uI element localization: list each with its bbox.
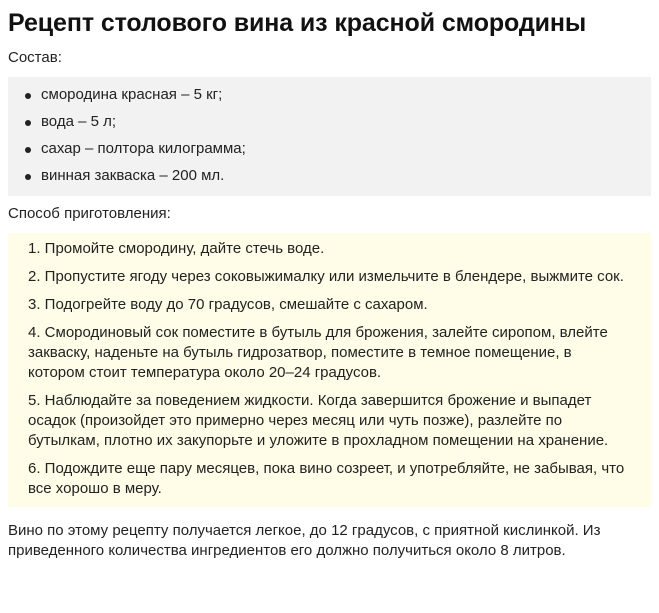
method-label: Способ приготовления: xyxy=(8,205,171,222)
ingredient-text: сахар – полтора килограмма; xyxy=(41,140,246,157)
bullet-icon xyxy=(25,174,31,180)
step-item: 6. Подождите еще пару месяцев, пока вино созреет, и употребляйте, не забывая, что все хорошо в меру. xyxy=(28,460,625,497)
steps-list xyxy=(8,233,651,507)
bullet-icon xyxy=(25,147,31,153)
list-item xyxy=(8,136,651,163)
ingredients-label: Состав: xyxy=(8,49,62,66)
step-item: 1. Промойте смородину, дайте стечь воде. xyxy=(28,240,325,257)
step-item: 3. Подогрейте воду до 70 градусов, смешайте с сахаром. xyxy=(28,296,428,313)
bullet-icon xyxy=(25,120,31,126)
ingredient-text: смородина красная – 5 кг; xyxy=(41,86,223,103)
step-item: 4. Смородиновый сок поместите в бутыль для брожения, залейте сиропом, влейте закваску, наденьте на бутыль гидрозатвор, поместите в темное помещение, в котором стоит температура около 20–24 градусов. xyxy=(28,324,608,381)
step-item: 2. Пропустите ягоду через соковыжималку или измельчите в блендере, выжмите сок. xyxy=(28,268,624,285)
bullet-icon xyxy=(25,93,31,99)
ingredient-text: винная закваска – 200 мл. xyxy=(41,167,225,184)
ingredients-list xyxy=(8,77,651,196)
step-item: 5. Наблюдайте за поведением жидкости. Когда завершится брожение и выпадет осадок (произойдет это примерно через месяц или чуть позже), разлейте по бутылкам, плотно их закупорьте и уложите в прохладном помещении на хранение. xyxy=(28,392,609,449)
list-item xyxy=(8,163,651,190)
list-item xyxy=(8,82,651,109)
footer-note: Вино по этому рецепту получается легкое, до 12 градусов, с приятной кислинкой. Из приведенного количества ингредиентов его должно получиться около 8 литров. xyxy=(8,522,601,559)
page-title: Рецепт столового вина из красной смородины xyxy=(8,9,587,37)
list-item xyxy=(8,109,651,136)
ingredient-text: вода – 5 л; xyxy=(41,113,117,130)
